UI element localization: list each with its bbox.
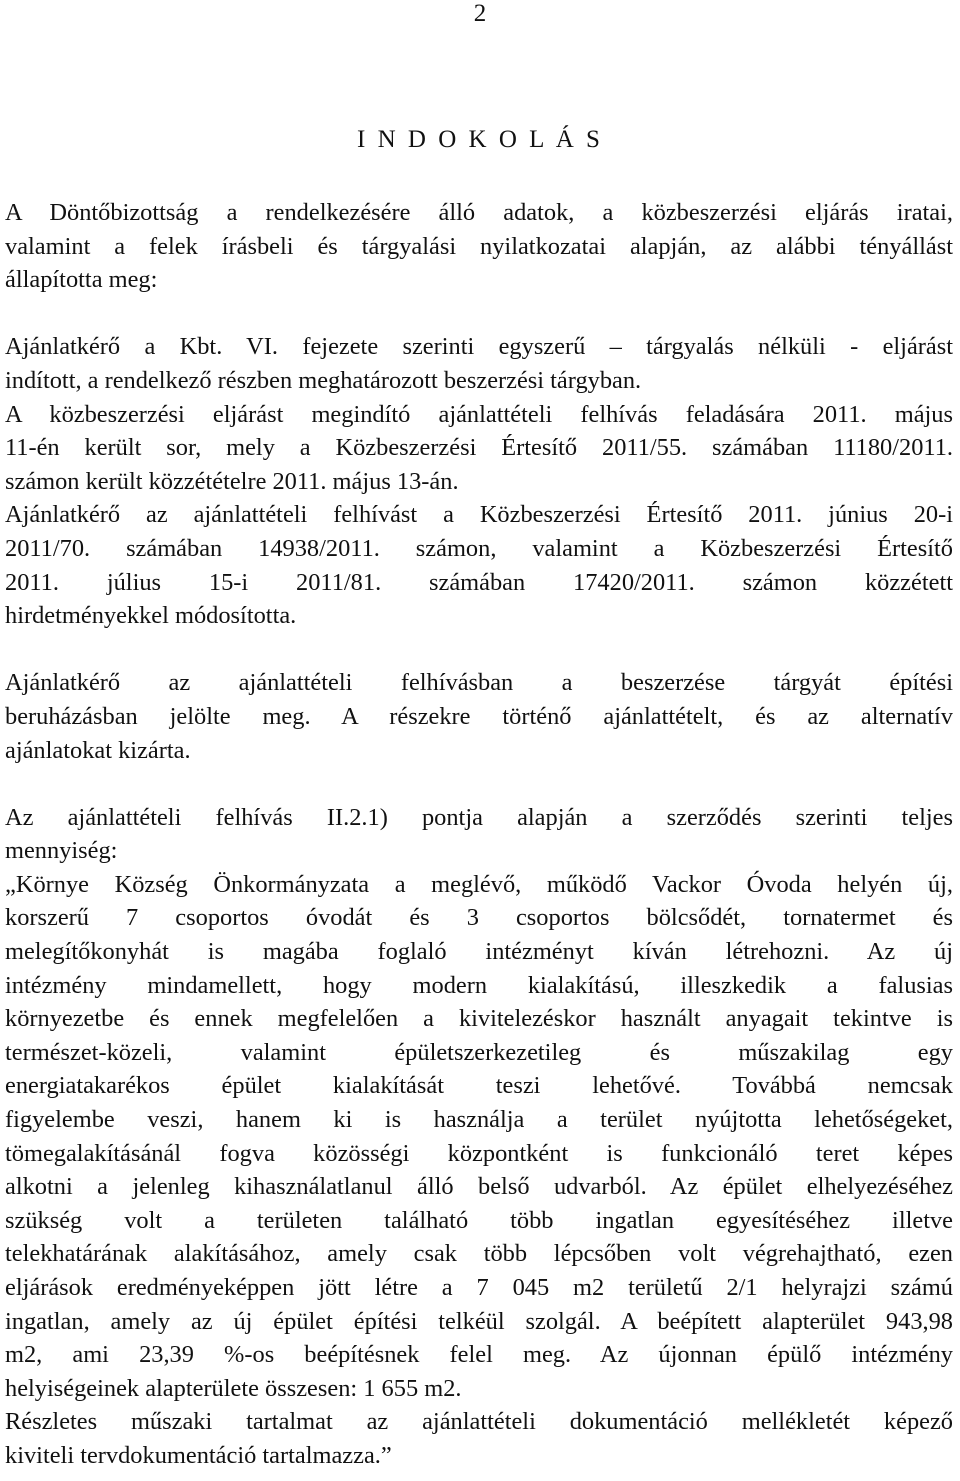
text-line: melegítőkonyhát is magába foglaló intézményt kíván létrehozni. Az új bbox=[5, 938, 953, 966]
text-line: Ajánlatkérő az ajánlattételi felhívást a Közbeszerzési Értesítő 2011. június 20-i bbox=[5, 501, 953, 529]
text-line: Ajánlatkérő az ajánlattételi felhívásban a beszerzése tárgyát építési bbox=[5, 669, 953, 697]
paragraph-quantity bbox=[5, 801, 953, 1473]
text-line: számon került közzétételre 2011. május 13-án. bbox=[5, 467, 459, 495]
text-line: ajánlatokat kizárta. bbox=[5, 736, 191, 764]
text-line: alkotni a jelenleg kihasználatlanul álló belső udvarból. Az épület elhelyezéséhez bbox=[5, 1173, 953, 1201]
text-line: telekhatárának alakításához, amely csak több lépcsőben volt végrehajtható, ezen bbox=[5, 1240, 953, 1268]
text-line: indított, a rendelkező részben meghatározott beszerzési tárgyban. bbox=[5, 366, 642, 394]
text-line: energiatakarékos épület kialakítását teszi lehetővé. Továbbá nemcsak bbox=[5, 1072, 953, 1100]
text-line: ingatlan, amely az új épület építési telkéül szolgál. A beépített alapterület 943,98 bbox=[5, 1307, 953, 1335]
text-line: eljárások eredményeképpen jött létre a 7 045 m2 területű 2/1 helyrajzi számú bbox=[5, 1274, 953, 1301]
text-line: Ajánlatkérő a Kbt. VI. fejezete szerinti egyszerű – tárgyalás nélküli - eljárást bbox=[5, 333, 953, 361]
text-line: kiviteli tervdokumentáció tartalmazza.” bbox=[5, 1441, 392, 1469]
text-line: szükség volt a területen található több ingatlan egyesítéséhez illetve bbox=[5, 1206, 953, 1234]
text-line: Részletes műszaki tartalmat az ajánlattételi dokumentáció mellékletét képező bbox=[5, 1408, 953, 1436]
text-line: 2011. július 15-i 2011/81. számában 17420/2011. számon közzétett bbox=[5, 568, 953, 596]
text-line: mennyiség: bbox=[5, 837, 118, 865]
text-line: beruházásban jelölte meg. A részekre történő ajánlattételt, és az alternatív bbox=[5, 702, 953, 730]
text-line: 11-én került sor, mely a Közbeszerzési Értesítő 2011/55. számában 11180/2011. bbox=[5, 434, 953, 462]
text-line: helyiségeinek alapterülete összesen: 1 655 m2. bbox=[5, 1374, 462, 1402]
text-line: Az ajánlattételi felhívás II.2.1) pontja alapján a szerződés szerinti teljes bbox=[5, 803, 953, 831]
paragraph-procedure bbox=[5, 330, 953, 632]
text-line: tömegalakításánál fogva közösségi központként is funkcionáló teret képes bbox=[5, 1139, 953, 1167]
text-line: „Környe Község Önkormányzata a meglévő, működő Vackor Óvoda helyén új, bbox=[5, 870, 953, 898]
text-line: állapította meg: bbox=[5, 266, 158, 294]
paragraph-findings-intro bbox=[5, 196, 953, 297]
text-line: intézmény mindamellett, hogy modern kialakítású, illeszkedik a falusias bbox=[5, 971, 953, 999]
document-body bbox=[5, 196, 953, 1473]
text-line: 2011/70. számában 14938/2011. számon, valamint a Közbeszerzési Értesítő bbox=[5, 534, 953, 562]
text-line: A Döntőbizottság a rendelkezésére álló adatok, a közbeszerzési eljárás iratai, bbox=[5, 199, 953, 226]
text-line: A közbeszerzési eljárást megindító ajánlattételi felhívás feladására 2011. május bbox=[5, 400, 953, 428]
text-line: természet-közeli, valamint épületszerkezetileg és műszakilag egy bbox=[5, 1038, 953, 1066]
text-line: környezetbe és ennek megfelelően a kivitelezéskor használt anyagait tekintve is bbox=[5, 1005, 953, 1033]
page-number: 2 bbox=[473, 0, 487, 27]
document-heading: I N D O K O L Á S bbox=[357, 126, 603, 153]
paragraph-subject bbox=[5, 666, 953, 767]
text-line: hirdetményekkel módosította. bbox=[5, 602, 297, 630]
text-line: m2, ami 23,39 %-os beépítésnek felel meg. Az újonnan épülő intézmény bbox=[5, 1341, 953, 1369]
text-line: korszerű 7 csoportos óvodát és 3 csoportos bölcsődét, tornatermet és bbox=[5, 904, 953, 932]
text-line: valamint a felek írásbeli és tárgyalási nyilatkozatai alapján, az alábbi tényállást bbox=[5, 232, 953, 260]
text-line: figyelembe veszi, hanem ki is használja a terület nyújtotta lehetőségeket, bbox=[5, 1106, 953, 1134]
